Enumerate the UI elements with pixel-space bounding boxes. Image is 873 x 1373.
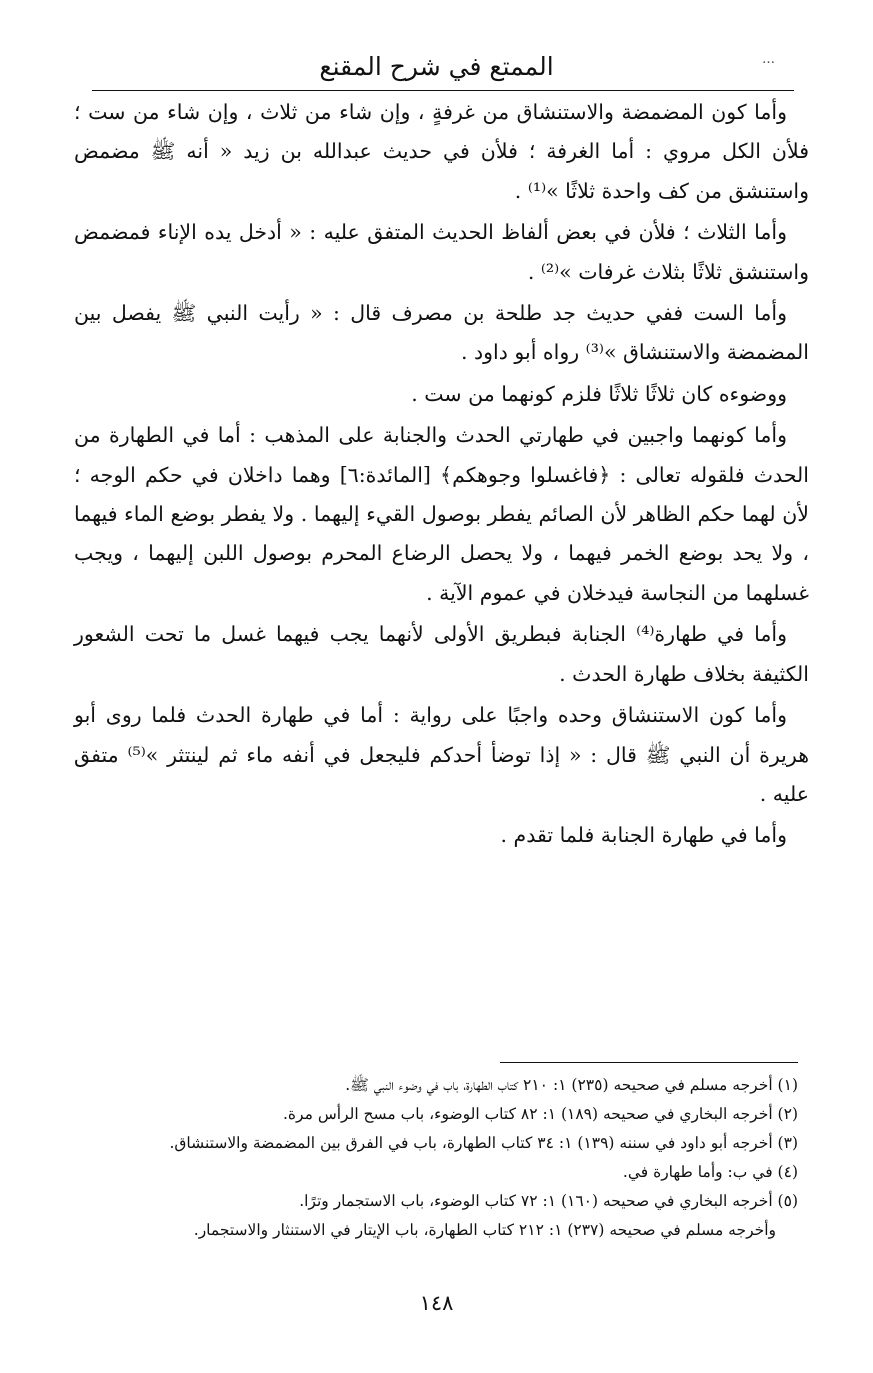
footnote-divider (500, 1062, 798, 1063)
footnote: (١) أخرجه مسلم في صحيحه (٢٣٥) ١: ٢١٠ كتاب الطهارة، باب في وضوء النبي ﷺ. (345, 1076, 798, 1094)
footnote: (٣) أخرجه أبو داود في سننه (١٣٩) ١: ٣٤ كتاب الطهارة، باب في الفرق بين المضمضة والاستنشاق. (169, 1134, 798, 1152)
footnotes (92, 1071, 798, 1245)
footnote: (٤) في ب: وأما طهارة في. (622, 1163, 798, 1181)
paragraph: وأما كونهما واجبين في طهارتي الحدث والجنابة على المذهب : أما في الطهارة من الحدث فلقوله تعالى : ﴿فاغسلوا وجوهكم﴾ [المائدة:٦] وهما داخلان في حكم الوجه ؛ لأن لهما حكم الظاهر لأن الصائم يفطر بوصول القيء إليهما . ولا يفطر بوضع الماء فيهما ، ولا يحد بوضع الخمر فيهما ، ولا يحصل الرضاع المحرم بوصول اللبن إليهما ، ويجب غسلهما من النجاسة فيدخلان في عموم الآية . (74, 423, 809, 605)
footnote: (٢) أخرجه البخاري في صحيحه (١٨٩) ١: ٨٢ كتاب الوضوء، باب مسح الرأس مرة. (282, 1105, 798, 1123)
page-number: ١٤٨ (419, 1291, 454, 1315)
paragraph: وأما الثلاث ؛ فلأن في بعض ألفاظ الحديث المتفق عليه : « أدخل يده الإناء فمضمض واستنشق ثلاثًا بثلاث غرفات »⁽²⁾ . (74, 220, 809, 284)
footnote-continuation: وأخرجه مسلم في صحيحه (٢٣٧) ١: ٢١٢ كتاب الطهارة، باب الإيتار في الاستنثار والاستجمار. (193, 1221, 776, 1239)
paragraph: ووضوءه كان ثلاثًا ثلاثًا فلزم كونهما من ست . (411, 381, 787, 406)
paragraph: وأما كون المضمضة والاستنشاق من غرفةٍ ، وإن شاء من ثلاث ، وإن شاء من ست ؛ فلأن الكل مروي : أما الغرفة ؛ فلأن في حديث عبدالله بن زيد « أنه ﷺ مضمض واستنشق من كف واحدة ثلاثًا »⁽¹⁾ . (74, 100, 809, 203)
main-text (74, 93, 809, 856)
footnote: (٥) أخرجه البخاري في صحيحه (١٦٠) ١: ٧٢ كتاب الوضوء، باب الاستجمار وترًا. (299, 1192, 798, 1210)
paragraph: وأما الست ففي حديث جد طلحة بن مصرف قال : « رأيت النبي ﷺ يفصل بين المضمضة والاستنشاق »⁽³⁾ رواه أبو داود . (74, 301, 809, 365)
corner-mark: … (762, 52, 775, 67)
paragraph: وأما كون الاستنشاق وحده واجبًا على رواية : أما في طهارة الحدث فلما روى أبو هريرة أن النبي ﷺ قال : « إذا توضأ أحدكم فليجعل في أنفه ماء ثم لينتثر »⁽⁵⁾ متفق عليه . (74, 703, 810, 806)
running-header-title: الممتع في شرح المقنع (319, 52, 554, 81)
header-divider (92, 90, 794, 91)
paragraph: وأما في طهارة⁽⁴⁾ الجنابة فبطريق الأولى لأنهما يجب فيهما غسل ما تحت الشعور الكثيفة بخلاف طهارة الحدث . (74, 622, 809, 686)
paragraph: وأما في طهارة الجنابة فلما تقدم . (500, 823, 787, 848)
